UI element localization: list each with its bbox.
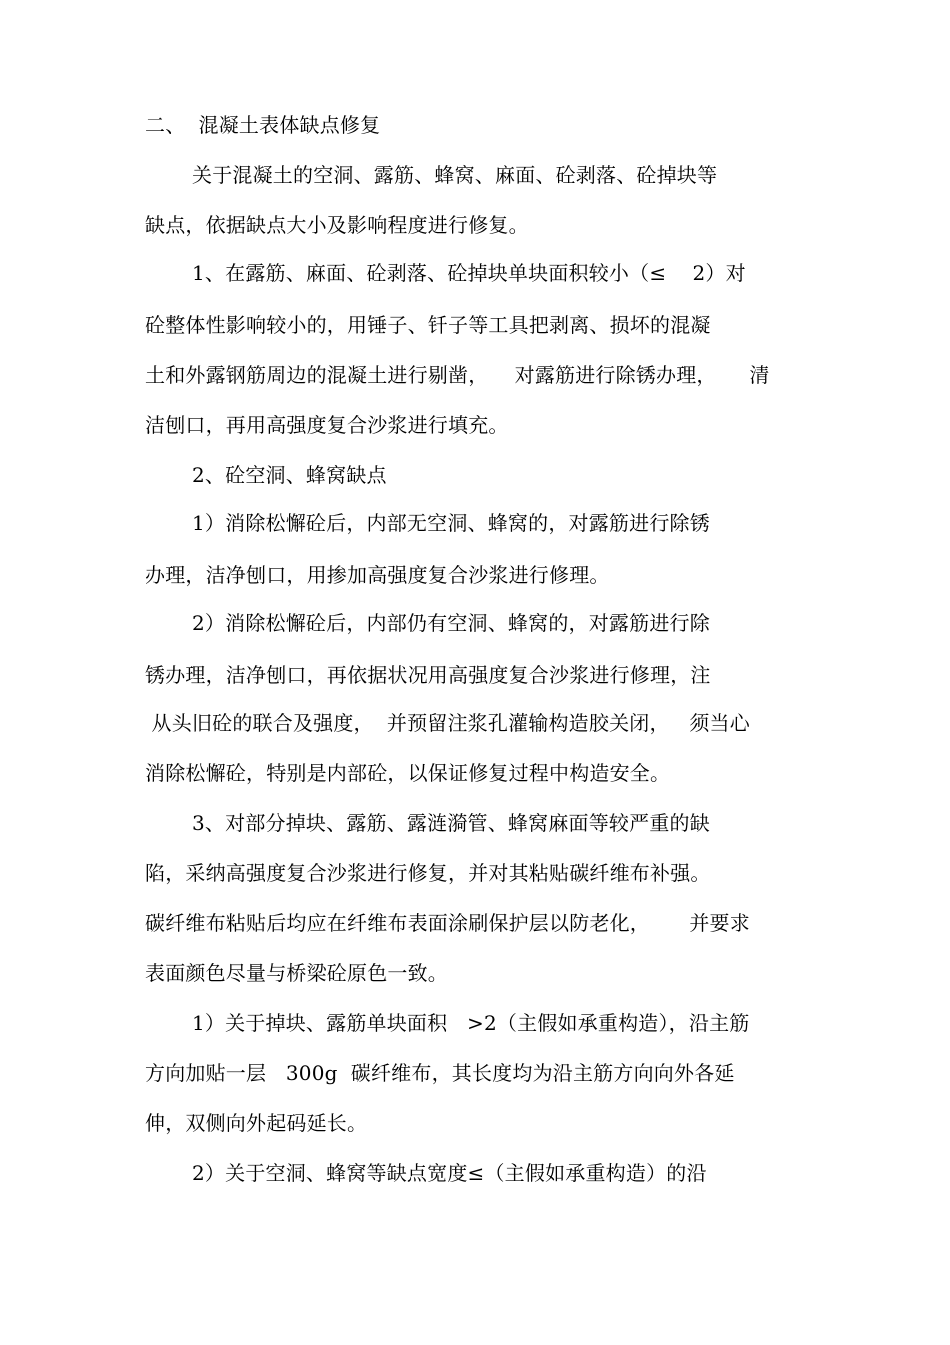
body-line: 1、在露筋、麻面、砼剥落、砼掉块单块面积较小（≤ 2）对 <box>192 261 746 285</box>
body-line: 碳纤维布粘贴后均应在纤维布表面涂刷保护层以防老化， 并要求 <box>145 911 750 935</box>
body-line: 锈办理，洁净刨口，再依据状况用高强度复合沙浆进行修理，注 <box>145 663 711 687</box>
body-line: 方向加贴一层 300g 碳纤维布，其长度均为沿主筋方向向外各延 <box>145 1061 735 1085</box>
body-line: 3、对部分掉块、露筋、露涟漪管、蜂窝麻面等较严重的缺 <box>192 811 710 835</box>
body-line: 1）消除松懈砼后，内部无空洞、蜂窝的，对露筋进行除锈 <box>192 511 710 535</box>
section-heading: 二、 混凝土表体缺点修复 <box>145 113 381 137</box>
body-line: 关于混凝土的空洞、露筋、蜂窝、麻面、砼剥落、砼掉块等 <box>192 163 718 187</box>
body-line: 1）关于掉块、露筋单块面积 >2（主假如承重构造），沿主筋 <box>192 1011 750 1035</box>
body-line: 缺点，依据缺点大小及影响程度进行修复。 <box>145 213 529 237</box>
body-line: 表面颜色尽量与桥梁砼原色一致。 <box>145 961 448 985</box>
body-line: 陷，采纳高强度复合沙浆进行修复，并对其粘贴碳纤维布补强。 <box>145 861 711 885</box>
body-line: 2、砼空洞、蜂窝缺点 <box>192 463 387 487</box>
body-line: 2）消除松懈砼后，内部仍有空洞、蜂窝的，对露筋进行除 <box>192 611 710 635</box>
body-line: 从头旧砼的联合及强度， 并预留注浆孔灌输构造胶关闭， 须当心 <box>145 711 750 735</box>
body-line: 砼整体性影响较小的，用锤子、钎子等工具把剥离、损坏的混凝 <box>145 313 711 337</box>
body-line: 办理，洁净刨口，用掺加高强度复合沙浆进行修理。 <box>145 563 610 587</box>
body-line: 2）关于空洞、蜂窝等缺点宽度≤（主假如承重构造）的沿 <box>192 1161 707 1185</box>
body-line: 土和外露钢筋周边的混凝土进行剔凿， 对露筋进行除锈办理， 清 <box>145 363 770 387</box>
body-line: 伸，双侧向外起码延长。 <box>145 1111 368 1135</box>
body-line: 洁刨口，再用高强度复合沙浆进行填充。 <box>145 413 509 437</box>
body-line: 消除松懈砼，特别是内部砼，以保证修复过程中构造安全。 <box>145 761 671 785</box>
